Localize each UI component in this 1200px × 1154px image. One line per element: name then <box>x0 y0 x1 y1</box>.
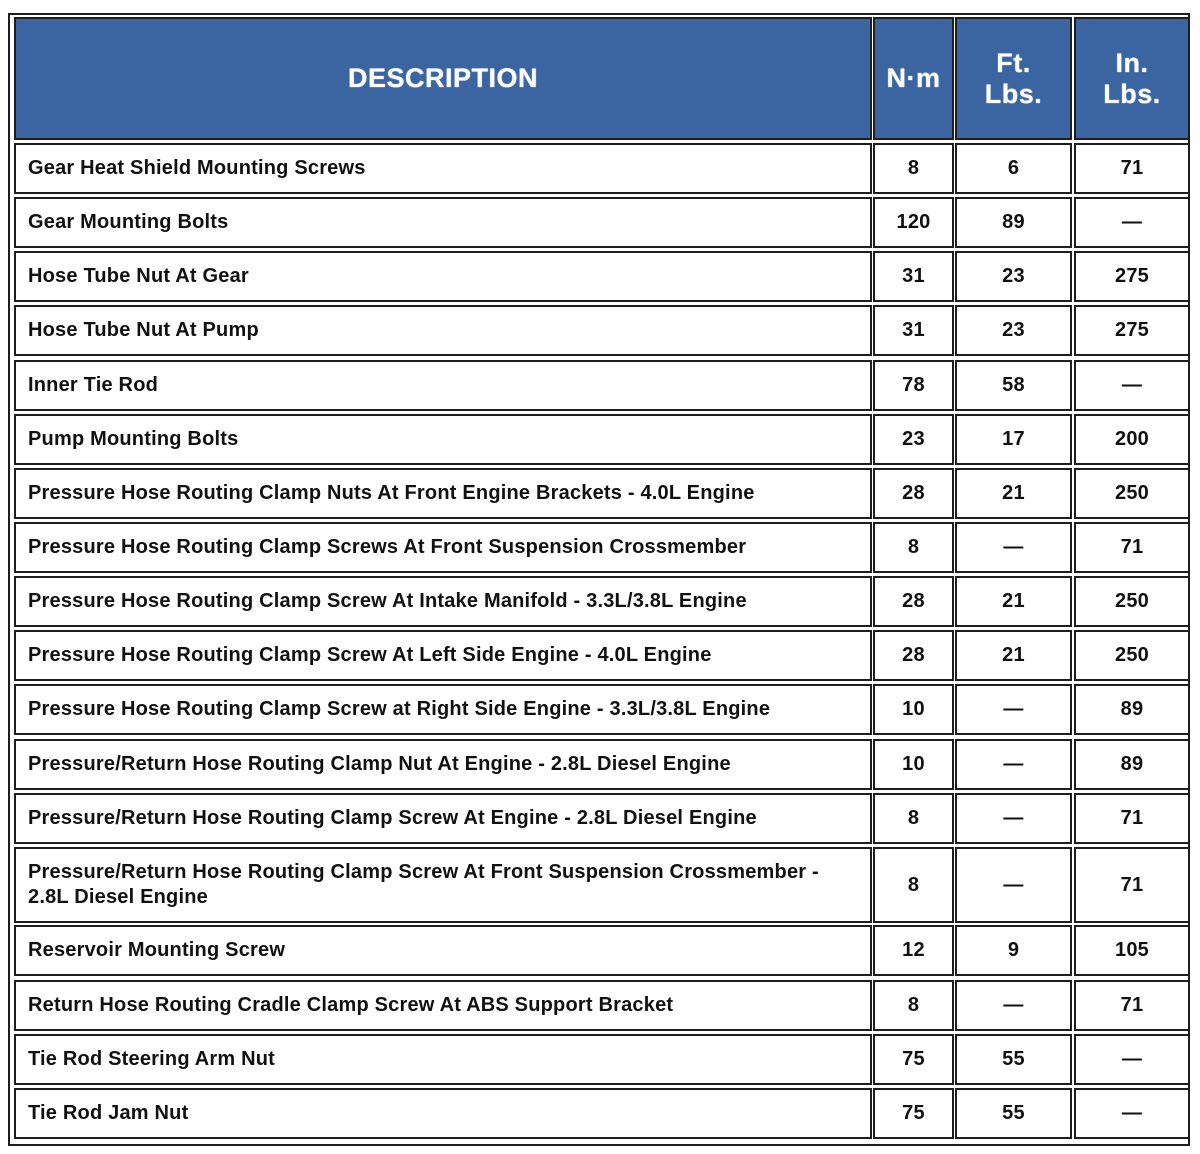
cell-nm-value: 28 <box>902 482 925 504</box>
cell-ft-lbs-value: — <box>1003 698 1024 720</box>
cell-description <box>14 576 872 627</box>
cell-description <box>14 414 872 465</box>
cell-in-lbs-value: 200 <box>1115 428 1149 450</box>
cell-nm <box>873 143 954 194</box>
cell-in-lbs-value: 89 <box>1120 698 1144 720</box>
cell-nm <box>873 925 954 976</box>
cell-description <box>14 468 872 519</box>
cell-description <box>14 793 872 844</box>
cell-description <box>14 360 872 411</box>
cell-nm-value: 75 <box>902 1048 925 1070</box>
cell-in-lbs-value: 71 <box>1120 536 1144 558</box>
cell-nm-value: 10 <box>902 753 925 775</box>
cell-in-lbs <box>1074 1034 1190 1085</box>
cell-in-lbs <box>1074 251 1190 302</box>
cell-ft-lbs-value: 17 <box>1002 428 1025 450</box>
cell-ft-lbs <box>955 143 1072 194</box>
cell-nm-value: 8 <box>907 807 920 829</box>
cell-nm-value: 28 <box>902 590 925 612</box>
cell-in-lbs-value: 105 <box>1115 939 1149 961</box>
cell-nm <box>873 684 954 735</box>
cell-nm <box>873 360 954 411</box>
cell-nm-value: 120 <box>896 211 931 233</box>
cell-in-lbs-value: 71 <box>1120 157 1144 179</box>
cell-description-value: Pressure/Return Hose Routing Clamp Screw At Front Suspension Crossmember - 2.8L Diesel Engine <box>28 861 819 908</box>
cell-in-lbs-value: — <box>1121 374 1143 396</box>
cell-description-value: Inner Tie Rod <box>28 374 159 396</box>
cell-description <box>14 143 872 194</box>
cell-in-lbs <box>1074 684 1190 735</box>
cell-nm <box>873 793 954 844</box>
cell-ft-lbs <box>955 197 1072 248</box>
cell-ft-lbs <box>955 739 1072 790</box>
cell-in-lbs <box>1074 360 1190 411</box>
cell-description-value: Pressure Hose Routing Clamp Screw At Left Side Engine - 4.0L Engine <box>28 644 712 666</box>
cell-ft-lbs-value: 23 <box>1002 265 1025 287</box>
cell-ft-lbs-value: 21 <box>1002 482 1025 504</box>
cell-nm-value: 8 <box>907 873 920 896</box>
cell-ft-lbs <box>955 522 1072 573</box>
cell-ft-lbs <box>955 1034 1072 1085</box>
cell-in-lbs-value: 71 <box>1120 994 1144 1016</box>
cell-nm <box>873 739 954 790</box>
cell-in-lbs-value: 89 <box>1120 753 1144 775</box>
cell-description-value: Hose Tube Nut At Gear <box>28 265 249 287</box>
cell-nm-value: 78 <box>902 374 925 396</box>
header-description-label: DESCRIPTION <box>347 63 539 93</box>
cell-description <box>14 251 872 302</box>
cell-in-lbs <box>1074 630 1190 681</box>
cell-ft-lbs <box>955 630 1072 681</box>
cell-in-lbs <box>1074 1088 1190 1139</box>
cell-nm-value: 75 <box>902 1102 925 1124</box>
cell-description-value: Pressure Hose Routing Clamp Screw At Intake Manifold - 3.3L/3.8L Engine <box>28 590 747 612</box>
cell-ft-lbs <box>955 980 1072 1031</box>
cell-ft-lbs <box>955 360 1072 411</box>
cell-description <box>14 1088 872 1139</box>
cell-nm <box>873 522 954 573</box>
cell-description-value: Hose Tube Nut At Pump <box>28 319 259 341</box>
cell-in-lbs <box>1074 468 1190 519</box>
cell-nm <box>873 980 954 1031</box>
cell-in-lbs <box>1074 197 1190 248</box>
cell-nm <box>873 576 954 627</box>
cell-ft-lbs-value: 9 <box>1007 939 1020 961</box>
cell-nm <box>873 197 954 248</box>
cell-in-lbs-value: 250 <box>1115 644 1149 666</box>
header-ft-lbs-label: Ft. Lbs. <box>984 47 1043 109</box>
cell-in-lbs <box>1074 143 1190 194</box>
cell-in-lbs-value: 250 <box>1115 482 1149 504</box>
cell-nm-value: 28 <box>902 644 925 666</box>
cell-ft-lbs <box>955 305 1072 356</box>
cell-nm <box>873 1088 954 1139</box>
cell-ft-lbs-value: 55 <box>1002 1048 1025 1070</box>
cell-ft-lbs-value: 89 <box>1002 211 1025 233</box>
cell-description <box>14 684 872 735</box>
cell-description-value: Tie Rod Steering Arm Nut <box>28 1048 276 1070</box>
cell-description <box>14 739 872 790</box>
cell-in-lbs <box>1074 980 1190 1031</box>
cell-ft-lbs-value: — <box>1003 807 1024 829</box>
cell-nm <box>873 414 954 465</box>
cell-ft-lbs-value: 58 <box>1002 374 1025 396</box>
cell-in-lbs <box>1074 522 1190 573</box>
cell-nm-value: 8 <box>907 157 920 179</box>
cell-in-lbs <box>1074 576 1190 627</box>
header-nm-label: N·m <box>886 63 941 93</box>
cell-description-value: Pump Mounting Bolts <box>28 428 239 450</box>
cell-in-lbs <box>1074 414 1190 465</box>
cell-in-lbs-value: 275 <box>1115 265 1149 287</box>
cell-ft-lbs <box>955 847 1072 923</box>
cell-nm <box>873 305 954 356</box>
cell-nm-value: 31 <box>902 319 925 341</box>
cell-ft-lbs-value: — <box>1003 536 1024 558</box>
header-in-lbs-label: In. Lbs. <box>1103 47 1161 109</box>
cell-description <box>14 847 872 923</box>
header-description <box>14 17 872 140</box>
cell-nm-value: 8 <box>907 994 920 1016</box>
cell-ft-lbs-value: — <box>1003 994 1024 1016</box>
cell-description-value: Tie Rod Jam Nut <box>28 1102 189 1124</box>
cell-nm-value: 31 <box>902 265 925 287</box>
cell-nm-value: 23 <box>902 428 925 450</box>
cell-in-lbs <box>1074 305 1190 356</box>
cell-nm <box>873 468 954 519</box>
cell-description <box>14 197 872 248</box>
cell-ft-lbs-value: — <box>1003 753 1024 775</box>
cell-ft-lbs <box>955 414 1072 465</box>
cell-ft-lbs <box>955 793 1072 844</box>
cell-ft-lbs <box>955 251 1072 302</box>
cell-in-lbs-value: 250 <box>1115 590 1149 612</box>
cell-ft-lbs-value: 55 <box>1002 1102 1025 1124</box>
header-ft-lbs <box>955 17 1072 140</box>
cell-description-value: Gear Mounting Bolts <box>28 211 229 233</box>
header-nm <box>873 17 954 140</box>
cell-in-lbs-value: — <box>1121 1102 1143 1124</box>
cell-nm-value: 8 <box>907 536 920 558</box>
cell-description <box>14 980 872 1031</box>
cell-ft-lbs <box>955 576 1072 627</box>
cell-ft-lbs-value: 23 <box>1002 319 1025 341</box>
cell-ft-lbs-value: 6 <box>1007 157 1020 179</box>
cell-description-value: Pressure Hose Routing Clamp Nuts At Front Engine Brackets - 4.0L Engine <box>28 482 755 504</box>
cell-nm <box>873 847 954 923</box>
cell-ft-lbs <box>955 684 1072 735</box>
cell-in-lbs <box>1074 793 1190 844</box>
cell-ft-lbs-value: 21 <box>1002 590 1025 612</box>
cell-ft-lbs-value: — <box>1003 873 1024 896</box>
cell-description <box>14 522 872 573</box>
cell-ft-lbs <box>955 1088 1072 1139</box>
cell-description <box>14 305 872 356</box>
cell-description-value: Reservoir Mounting Screw <box>28 939 286 961</box>
cell-in-lbs <box>1074 847 1190 923</box>
cell-in-lbs-value: — <box>1121 1048 1143 1070</box>
cell-ft-lbs-value: 21 <box>1002 644 1025 666</box>
cell-description-value: Pressure/Return Hose Routing Clamp Screw At Engine - 2.8L Diesel Engine <box>28 807 757 829</box>
cell-description-value: Return Hose Routing Cradle Clamp Screw At ABS Support Bracket <box>28 994 674 1016</box>
cell-nm <box>873 630 954 681</box>
cell-description-value: Gear Heat Shield Mounting Screws <box>28 157 366 179</box>
cell-description <box>14 630 872 681</box>
cell-nm <box>873 1034 954 1085</box>
cell-ft-lbs <box>955 468 1072 519</box>
cell-ft-lbs <box>955 925 1072 976</box>
cell-description-value: Pressure Hose Routing Clamp Screws At Front Suspension Crossmember <box>28 536 747 558</box>
cell-description-value: Pressure Hose Routing Clamp Screw at Right Side Engine - 3.3L/3.8L Engine <box>28 698 771 720</box>
cell-description <box>14 925 872 976</box>
header-in-lbs <box>1074 17 1190 140</box>
cell-in-lbs-value: — <box>1121 211 1143 233</box>
cell-in-lbs <box>1074 739 1190 790</box>
cell-nm-value: 10 <box>902 698 925 720</box>
cell-nm-value: 12 <box>902 939 925 961</box>
cell-in-lbs-value: 71 <box>1120 807 1144 829</box>
cell-in-lbs-value: 71 <box>1120 873 1144 896</box>
cell-in-lbs-value: 275 <box>1115 319 1149 341</box>
cell-nm <box>873 251 954 302</box>
cell-in-lbs <box>1074 925 1190 976</box>
cell-description-value: Pressure/Return Hose Routing Clamp Nut At Engine - 2.8L Diesel Engine <box>28 753 731 775</box>
cell-description <box>14 1034 872 1085</box>
